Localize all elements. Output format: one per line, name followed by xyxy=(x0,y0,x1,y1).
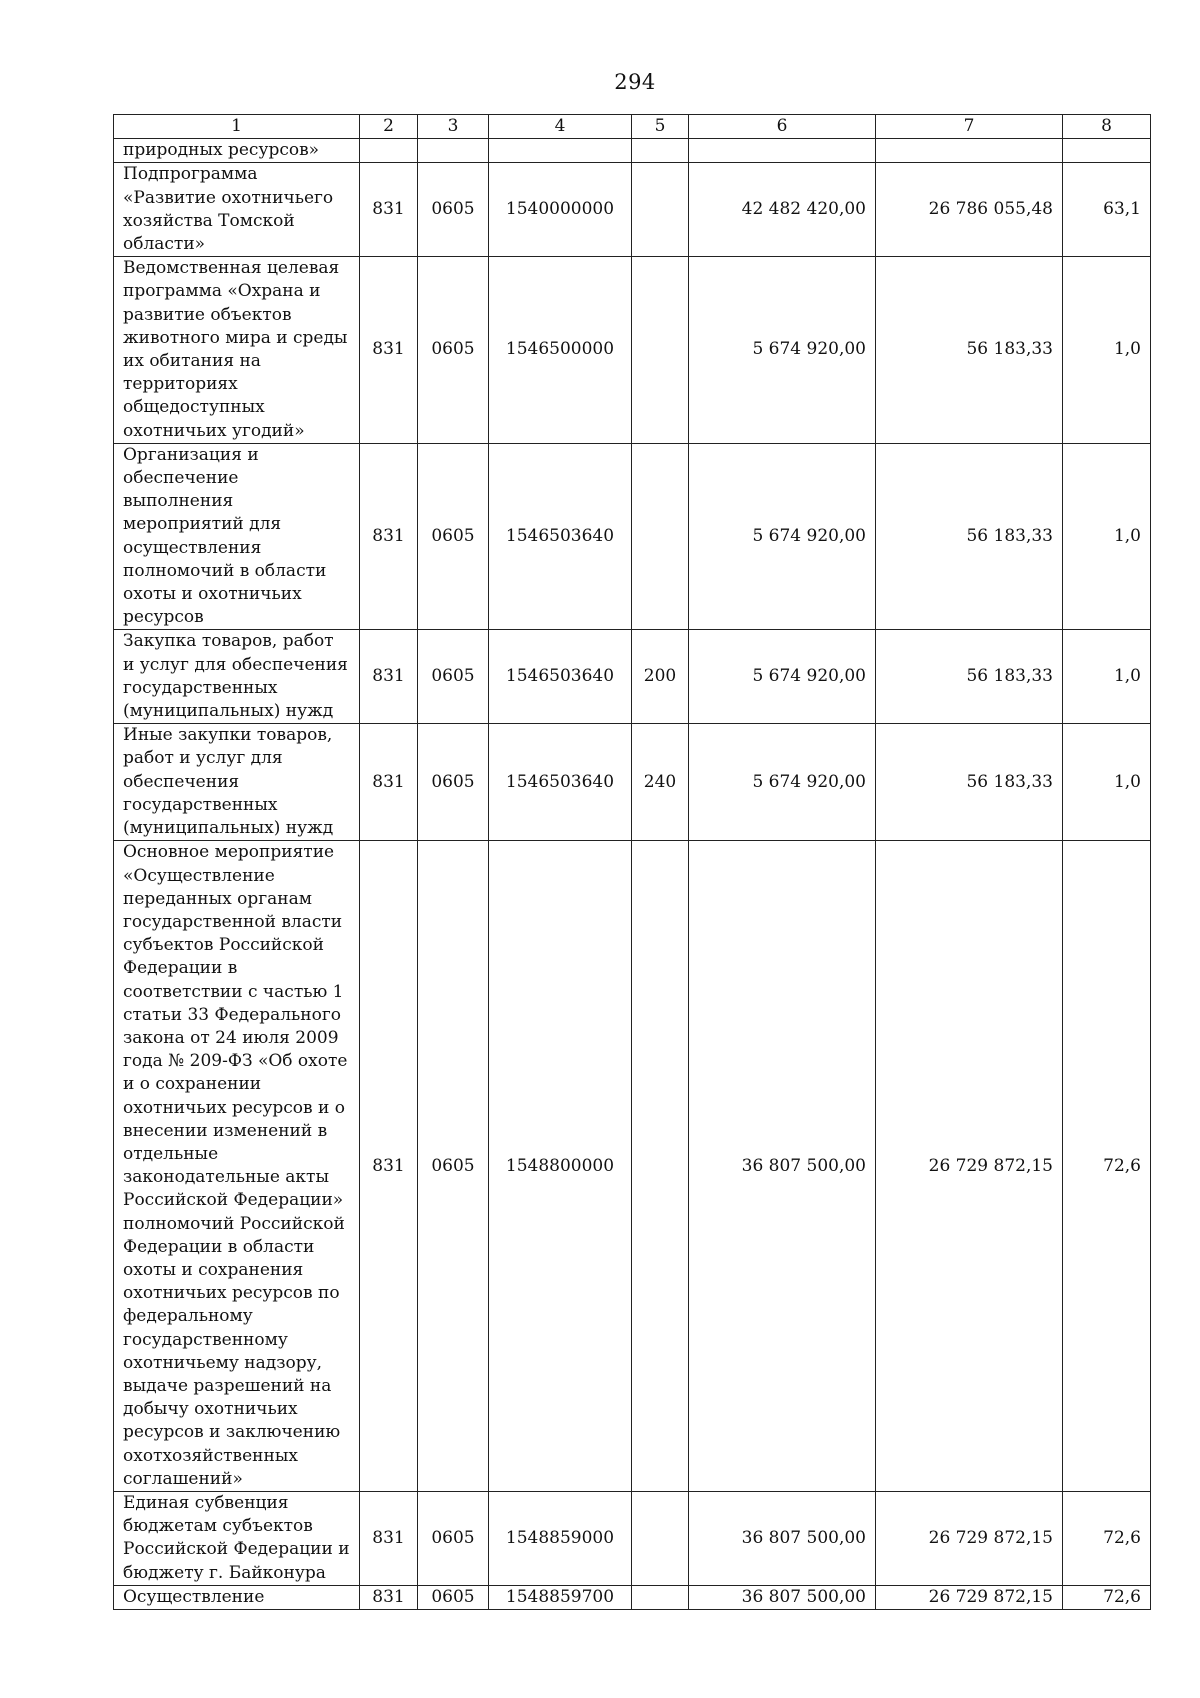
cell-c8: 1,0 xyxy=(1063,630,1151,724)
cell-c4: 1540000000 xyxy=(489,163,632,257)
table-row xyxy=(114,257,1151,444)
cell-c5: 240 xyxy=(632,724,689,841)
table-row xyxy=(114,163,1151,257)
table-row xyxy=(114,724,1151,841)
cell-c2: 831 xyxy=(360,257,418,444)
cell-c7: 56 183,33 xyxy=(876,724,1063,841)
cell-c4: 1546500000 xyxy=(489,257,632,444)
row-name: Единая субвенция бюджетам субъектов Российской Федерации и бюджету г. Байконура xyxy=(114,1491,360,1585)
cell-c5 xyxy=(632,1585,689,1609)
cell-c7: 56 183,33 xyxy=(876,257,1063,444)
cell-c6: 36 807 500,00 xyxy=(689,841,876,1492)
cell-c4: 1546503640 xyxy=(489,443,632,630)
column-header: 4 xyxy=(489,115,632,139)
column-header: 7 xyxy=(876,115,1063,139)
cell-c4: 1546503640 xyxy=(489,630,632,724)
cell-c7: 26 729 872,15 xyxy=(876,1491,1063,1585)
cell-c5 xyxy=(632,163,689,257)
table-row xyxy=(114,1491,1151,1585)
cell-c3: 0605 xyxy=(418,443,489,630)
cell-c8: 1,0 xyxy=(1063,724,1151,841)
cell-c7: 56 183,33 xyxy=(876,443,1063,630)
budget-table xyxy=(113,114,1151,1610)
column-header: 2 xyxy=(360,115,418,139)
cell-c8: 72,6 xyxy=(1063,1491,1151,1585)
cell-c5: 200 xyxy=(632,630,689,724)
column-number-row xyxy=(114,115,1151,139)
cell-c6: 36 807 500,00 xyxy=(689,1491,876,1585)
cell-c6: 5 674 920,00 xyxy=(689,257,876,444)
cell-c3: 0605 xyxy=(418,841,489,1492)
cell-c3: 0605 xyxy=(418,163,489,257)
cell-c7: 26 786 055,48 xyxy=(876,163,1063,257)
cell-c2: 831 xyxy=(360,443,418,630)
cell-c5 xyxy=(632,257,689,444)
row-name: Иные закупки товаров, работ и услуг для обеспечения государственных (муниципальных) нужд xyxy=(114,724,360,841)
cell-c2: 831 xyxy=(360,163,418,257)
cell-c8 xyxy=(1063,139,1151,163)
cell-c3 xyxy=(418,139,489,163)
cell-c6: 5 674 920,00 xyxy=(689,443,876,630)
cell-c7: 56 183,33 xyxy=(876,630,1063,724)
table-row xyxy=(114,1585,1151,1609)
column-header: 1 xyxy=(114,115,360,139)
cell-c4: 1548859000 xyxy=(489,1491,632,1585)
cell-c3: 0605 xyxy=(418,1585,489,1609)
cell-c8: 72,6 xyxy=(1063,1585,1151,1609)
row-name: Основное мероприятие «Осуществление переданных органам государственной власти субъектов Российской Федерации в соответствии с частью 1 статьи 33 Федерального закона от 24 июля 2009 года № 209-ФЗ «Об охоте и о сохранении охотничьих ресурсов и о внесении изменений в отдельные законодательные акты Российской Федерации» полномочий Российской Федерации в области охоты и сохранения охотничьих ресурсов по федеральному государственному охотничьему надзору, выдаче разрешений на добычу охотничьих ресурсов и заключению охотхозяйственных соглашений» xyxy=(114,841,360,1492)
cell-c2: 831 xyxy=(360,630,418,724)
table-row xyxy=(114,139,1151,163)
cell-c5 xyxy=(632,443,689,630)
cell-c6: 5 674 920,00 xyxy=(689,630,876,724)
cell-c4: 1548800000 xyxy=(489,841,632,1492)
cell-c4 xyxy=(489,139,632,163)
cell-c5 xyxy=(632,1491,689,1585)
column-header: 6 xyxy=(689,115,876,139)
cell-c2: 831 xyxy=(360,724,418,841)
row-name: Ведомственная целевая программа «Охрана и развитие объектов животного мира и среды их обитания на территориях общедоступных охотничьих угодий» xyxy=(114,257,360,444)
cell-c2: 831 xyxy=(360,1585,418,1609)
cell-c4: 1548859700 xyxy=(489,1585,632,1609)
cell-c3: 0605 xyxy=(418,257,489,444)
table-row xyxy=(114,630,1151,724)
cell-c4: 1546503640 xyxy=(489,724,632,841)
cell-c6 xyxy=(689,139,876,163)
column-header: 8 xyxy=(1063,115,1151,139)
column-header: 5 xyxy=(632,115,689,139)
cell-c8: 1,0 xyxy=(1063,443,1151,630)
cell-c3: 0605 xyxy=(418,1491,489,1585)
row-name: Осуществление xyxy=(114,1585,360,1609)
page-number: 294 xyxy=(614,70,656,94)
cell-c7: 26 729 872,15 xyxy=(876,841,1063,1492)
cell-c3: 0605 xyxy=(418,630,489,724)
cell-c8: 63,1 xyxy=(1063,163,1151,257)
cell-c6: 5 674 920,00 xyxy=(689,724,876,841)
cell-c6: 42 482 420,00 xyxy=(689,163,876,257)
row-name: природных ресурсов» xyxy=(114,139,360,163)
cell-c8: 1,0 xyxy=(1063,257,1151,444)
row-name: Закупка товаров, работ и услуг для обеспечения государственных (муниципальных) нужд xyxy=(114,630,360,724)
cell-c2: 831 xyxy=(360,841,418,1492)
table-row xyxy=(114,841,1151,1492)
row-name: Организация и обеспечение выполнения мероприятий для осуществления полномочий в области охоты и охотничьих ресурсов xyxy=(114,443,360,630)
row-name: Подпрограмма «Развитие охотничьего хозяйства Томской области» xyxy=(114,163,360,257)
table-row xyxy=(114,443,1151,630)
cell-c2: 831 xyxy=(360,1491,418,1585)
cell-c7: 26 729 872,15 xyxy=(876,1585,1063,1609)
cell-c5 xyxy=(632,139,689,163)
cell-c6: 36 807 500,00 xyxy=(689,1585,876,1609)
cell-c7 xyxy=(876,139,1063,163)
cell-c2 xyxy=(360,139,418,163)
cell-c5 xyxy=(632,841,689,1492)
column-header: 3 xyxy=(418,115,489,139)
cell-c3: 0605 xyxy=(418,724,489,841)
cell-c8: 72,6 xyxy=(1063,841,1151,1492)
